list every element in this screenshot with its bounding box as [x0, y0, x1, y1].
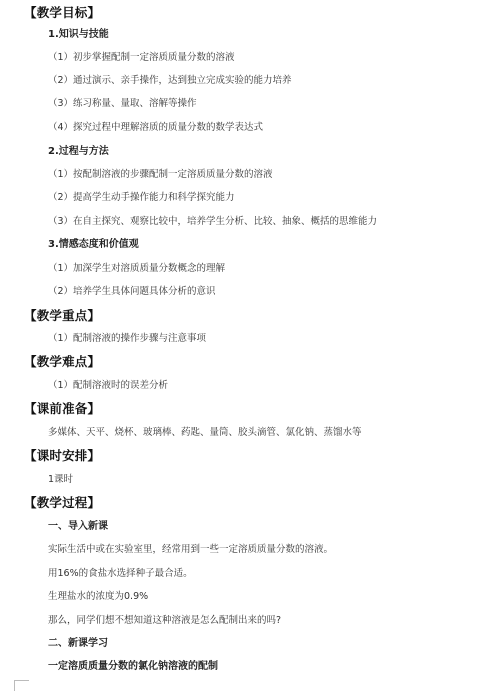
list-item: （4）探究过程中理解溶质的质量分数的数学表达式 [48, 122, 264, 133]
list-item: （2）培养学生具体问题具体分析的意识 [48, 286, 216, 297]
list-item: （1）配制溶液的操作步骤与注意事项 [48, 333, 207, 344]
schedule-text: 1课时 [48, 474, 74, 485]
paragraph: 那么，同学们想不想知道这种溶液是怎么配制出来的吗? [48, 615, 282, 626]
preparation-heading: 【课前准备】 [24, 401, 101, 416]
paragraph: 用16%的食盐水选择种子最合适。 [48, 568, 193, 579]
list-item: （2）提高学生动手操作能力和科学探究能力 [48, 192, 235, 203]
objectives-heading: 【教学目标】 [24, 5, 101, 20]
paragraph: 实际生活中或在实验室里，经常用到一些一定溶质质量分数的溶液。 [48, 544, 334, 555]
list-item: （1）按配制溶液的步骤配制一定溶质质量分数的溶液 [48, 169, 273, 180]
schedule-heading: 【课时安排】 [24, 448, 101, 463]
list-item: （1）配制溶液时的误差分析 [48, 380, 169, 391]
part-title-intro: 一、导入新课 [48, 521, 108, 532]
list-item: （1）初步掌握配制一定溶质质量分数的溶液 [48, 52, 235, 63]
part-subtitle: 一定溶质质量分数的氯化钠溶液的配制 [48, 661, 218, 672]
section-title-values: 3.情感态度和价值观 [48, 239, 139, 250]
page-corner-marker [14, 680, 29, 691]
paragraph: 生理盐水的浓度为0.9% [48, 591, 149, 602]
list-item: （3）在自主探究、观察比较中，培养学生分析、比较、抽象、概括的思维能力 [48, 216, 378, 227]
list-item: （2）通过演示、亲手操作，达到独立完成实验的能力培养 [48, 75, 292, 86]
process-heading: 【教学过程】 [24, 495, 101, 510]
difficulty-heading: 【教学难点】 [24, 354, 101, 369]
section-title-knowledge: 1.知识与技能 [48, 29, 109, 40]
part-title-new-lesson: 二、新课学习 [48, 638, 108, 649]
list-item: （1）加深学生对溶质质量分数概念的理解 [48, 263, 226, 274]
section-title-process: 2.过程与方法 [48, 146, 109, 157]
key-points-heading: 【教学重点】 [24, 308, 101, 323]
preparation-text: 多媒体、天平、烧杯、玻璃棒、药匙、量筒、胶头滴管、氯化钠、蒸馏水等 [48, 427, 362, 438]
list-item: （3）练习称量、量取、溶解等操作 [48, 98, 197, 109]
